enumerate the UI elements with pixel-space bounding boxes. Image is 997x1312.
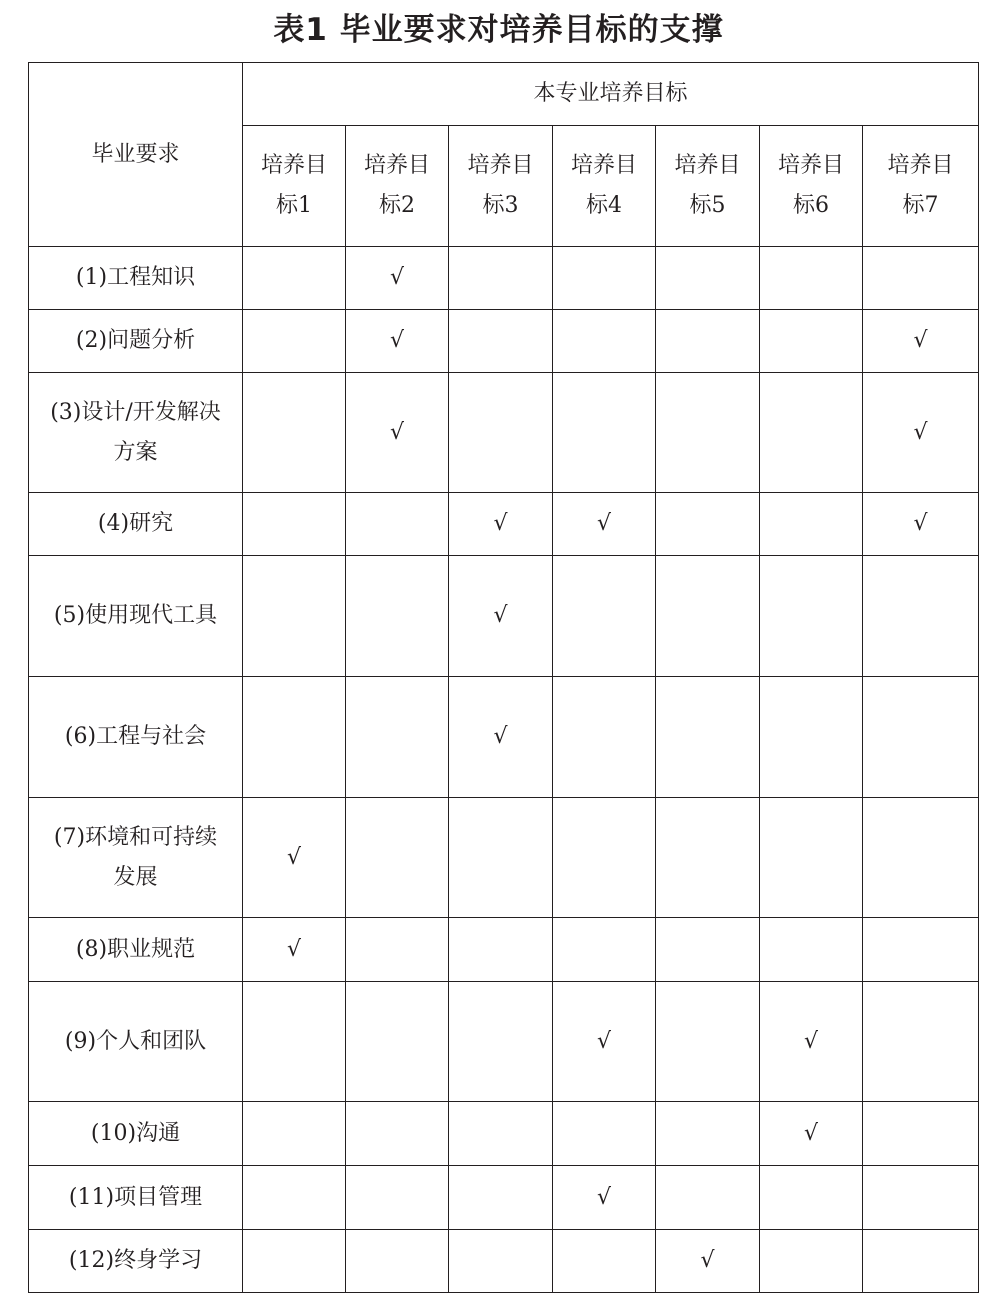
requirement-label — [29, 798, 243, 918]
empty-cell — [760, 373, 863, 493]
requirement-label-line: (12)终身学习 — [68, 1248, 203, 1273]
requirement-label — [29, 373, 243, 493]
check-mark-icon: √ — [913, 419, 928, 445]
empty-cell — [243, 1102, 346, 1166]
requirement-label-line: (9)个人和团队 — [64, 1028, 207, 1054]
goal-header-line: 标7 — [902, 193, 939, 218]
empty-cell — [346, 1166, 449, 1230]
check-mark-cell — [449, 556, 553, 677]
check-mark-cell — [863, 373, 979, 493]
empty-cell — [760, 310, 863, 373]
goal-header-line: 标4 — [586, 193, 622, 218]
empty-cell — [553, 1230, 656, 1293]
empty-cell — [243, 556, 346, 677]
empty-cell — [553, 1102, 656, 1166]
table-title: 表1 毕业要求对培养目标的支撑 — [273, 12, 724, 48]
requirement-label — [29, 677, 243, 798]
empty-cell — [449, 1102, 553, 1166]
empty-cell — [656, 982, 760, 1102]
check-mark-icon: √ — [700, 1248, 715, 1273]
requirement-column-header: 毕业要求 — [29, 63, 243, 247]
goal-header-6 — [760, 126, 863, 247]
check-mark-icon: √ — [389, 265, 405, 290]
empty-cell — [553, 798, 656, 918]
empty-cell — [656, 798, 760, 918]
goal-header-4 — [553, 126, 656, 247]
empty-cell — [656, 247, 760, 310]
goal-header-line: 标1 — [276, 193, 312, 218]
empty-cell — [760, 918, 863, 982]
empty-cell — [449, 310, 553, 373]
requirement-label — [29, 247, 243, 310]
empty-cell — [243, 247, 346, 310]
requirements-support-table — [28, 62, 979, 1293]
goal-header-line: 标6 — [793, 193, 829, 218]
empty-cell — [243, 1166, 346, 1230]
empty-cell — [243, 493, 346, 556]
requirement-label-line: (8)职业规范 — [75, 936, 196, 962]
table-row — [29, 493, 979, 556]
requirement-label — [29, 556, 243, 677]
check-mark-icon: √ — [286, 936, 302, 962]
check-mark-cell — [243, 798, 346, 918]
goal-header-line: 培养目 — [674, 153, 741, 178]
empty-cell — [449, 373, 553, 493]
requirement-label-line: (10)沟通 — [90, 1120, 181, 1146]
empty-cell — [346, 982, 449, 1102]
empty-cell — [449, 247, 553, 310]
empty-cell — [243, 677, 346, 798]
check-mark-icon: √ — [913, 511, 928, 536]
requirement-label — [29, 310, 243, 373]
table-row — [29, 798, 979, 918]
goal-header-2 — [346, 126, 449, 247]
table-row — [29, 247, 979, 310]
empty-cell — [346, 798, 449, 918]
check-mark-icon: √ — [493, 511, 508, 536]
empty-cell — [553, 247, 656, 310]
check-mark-cell — [346, 310, 449, 373]
empty-cell — [243, 373, 346, 493]
goal-header-line: 标5 — [689, 193, 726, 218]
empty-cell — [449, 982, 553, 1102]
empty-cell — [346, 1230, 449, 1293]
empty-cell — [656, 310, 760, 373]
goal-header-line: 培养目 — [363, 153, 430, 178]
empty-cell — [656, 1166, 760, 1230]
empty-cell — [863, 798, 979, 918]
empty-cell — [863, 1166, 979, 1230]
check-mark-icon: √ — [389, 419, 405, 445]
check-mark-icon: √ — [803, 1028, 819, 1054]
check-mark-cell — [346, 247, 449, 310]
empty-cell — [760, 556, 863, 677]
goal-header-line: 培养目 — [570, 153, 637, 178]
table-row — [29, 918, 979, 982]
table-row — [29, 1166, 979, 1230]
empty-cell — [449, 1230, 553, 1293]
empty-cell — [243, 1230, 346, 1293]
requirement-label-line: (4)研究 — [97, 511, 174, 536]
table-body — [29, 247, 979, 1293]
requirement-label — [29, 1102, 243, 1166]
table-row — [29, 982, 979, 1102]
check-mark-icon: √ — [286, 844, 302, 870]
goal-header-line: 培养目 — [467, 153, 534, 178]
check-mark-cell — [760, 982, 863, 1102]
check-mark-icon: √ — [493, 603, 508, 628]
empty-cell — [863, 677, 979, 798]
goals-group-header: 本专业培养目标 — [243, 63, 979, 126]
empty-cell — [760, 677, 863, 798]
requirement-label-line: (2)问题分析 — [75, 328, 196, 353]
goal-header-5 — [656, 126, 760, 247]
empty-cell — [553, 918, 656, 982]
empty-cell — [449, 1166, 553, 1230]
requirement-label — [29, 982, 243, 1102]
requirement-label — [29, 493, 243, 556]
empty-cell — [243, 982, 346, 1102]
empty-cell — [449, 918, 553, 982]
requirement-label-line: (7)环境和可持续 — [53, 824, 218, 850]
goal-header-line: 标3 — [482, 193, 519, 218]
empty-cell — [656, 1102, 760, 1166]
empty-cell — [346, 556, 449, 677]
goal-header-line: 培养目 — [887, 153, 954, 178]
empty-cell — [863, 1230, 979, 1293]
check-mark-icon: √ — [913, 328, 928, 353]
table-row — [29, 1230, 979, 1293]
requirement-label — [29, 1230, 243, 1293]
goal-header-7 — [863, 126, 979, 247]
empty-cell — [553, 677, 656, 798]
requirement-label-line: (6)工程与社会 — [64, 724, 207, 749]
empty-cell — [760, 798, 863, 918]
empty-cell — [656, 918, 760, 982]
table-row — [29, 677, 979, 798]
empty-cell — [760, 1230, 863, 1293]
empty-cell — [656, 373, 760, 493]
check-mark-cell — [449, 677, 553, 798]
table-row — [29, 373, 979, 493]
requirement-label-line: 发展 — [113, 864, 158, 890]
check-mark-icon: √ — [596, 1028, 612, 1054]
empty-cell — [656, 493, 760, 556]
check-mark-cell — [449, 493, 553, 556]
check-mark-icon: √ — [596, 1184, 612, 1210]
empty-cell — [346, 493, 449, 556]
empty-cell — [346, 677, 449, 798]
empty-cell — [656, 677, 760, 798]
empty-cell — [863, 918, 979, 982]
check-mark-cell — [243, 918, 346, 982]
check-mark-icon: √ — [803, 1120, 819, 1146]
empty-cell — [553, 310, 656, 373]
check-mark-cell — [553, 982, 656, 1102]
requirement-label-line: 方案 — [113, 439, 158, 465]
empty-cell — [346, 1102, 449, 1166]
empty-cell — [760, 247, 863, 310]
requirement-label-line: (11)项目管理 — [68, 1184, 203, 1210]
empty-cell — [346, 918, 449, 982]
goal-header-3 — [449, 126, 553, 247]
empty-cell — [243, 310, 346, 373]
empty-cell — [863, 556, 979, 677]
check-mark-cell — [863, 310, 979, 373]
requirement-label — [29, 918, 243, 982]
requirement-label-line: (3)设计/开发解决 — [50, 399, 221, 425]
empty-cell — [863, 1102, 979, 1166]
empty-cell — [449, 798, 553, 918]
requirement-label — [29, 1166, 243, 1230]
table-row — [29, 556, 979, 677]
empty-cell — [760, 1166, 863, 1230]
goal-header-line: 培养目 — [777, 153, 844, 178]
check-mark-cell — [863, 493, 979, 556]
empty-cell — [760, 493, 863, 556]
check-mark-cell — [553, 1166, 656, 1230]
requirement-label-line: (1)工程知识 — [75, 265, 196, 290]
empty-cell — [863, 982, 979, 1102]
empty-cell — [863, 247, 979, 310]
goal-header-1 — [243, 126, 346, 247]
header-row-group — [29, 63, 979, 126]
check-mark-icon: √ — [389, 328, 405, 353]
check-mark-cell — [553, 493, 656, 556]
empty-cell — [553, 556, 656, 677]
empty-cell — [553, 373, 656, 493]
goal-header-line: 标2 — [379, 193, 415, 218]
check-mark-icon: √ — [493, 724, 508, 749]
check-mark-icon: √ — [596, 511, 612, 536]
requirement-label-line: (5)使用现代工具 — [53, 603, 218, 628]
check-mark-cell — [760, 1102, 863, 1166]
table-row — [29, 310, 979, 373]
goal-header-line: 培养目 — [260, 153, 327, 178]
empty-cell — [656, 556, 760, 677]
check-mark-cell — [656, 1230, 760, 1293]
table-row — [29, 1102, 979, 1166]
check-mark-cell — [346, 373, 449, 493]
